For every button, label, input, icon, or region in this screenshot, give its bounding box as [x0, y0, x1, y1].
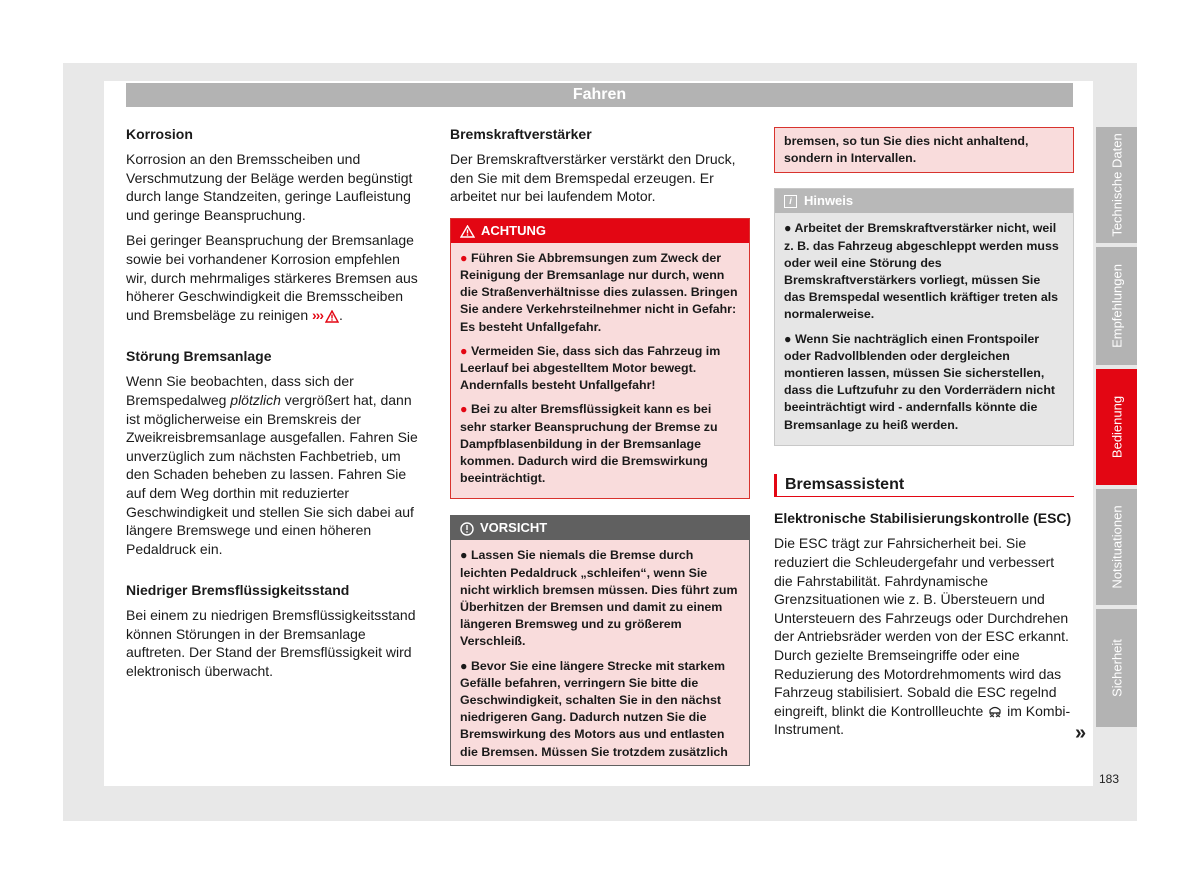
page-number: 183	[1099, 772, 1120, 786]
list-item: ● Bevor Sie eine längere Strecke mit starkem Gefälle befahren, verringern Sie bitte die Geschwindigkeit, schalten Sie in den nächst niedrigeren Gang. Dadurch nutzen Sie die Bremswirkung des Motors aus und entlasten die Bremsen. Müssen Sie trotzdem zusätzlich	[460, 658, 728, 759]
chapter-title: Fahren	[126, 83, 1073, 107]
vorsicht-continuation: bremsen, so tun Sie dies nicht anhaltend, sondern in Intervallen.	[774, 127, 1074, 173]
info-circle-icon	[460, 522, 474, 536]
tab-notsituationen[interactable]	[1096, 489, 1137, 605]
list-item: ● Wenn Sie nachträglich einen Frontspoiler oder Radvollblenden oder dergleichen montieren lassen, müssen Sie sicherstellen, dass die Luftzufuhr zu den Vorderrädern nicht beeinträchtigt wird - andernfalls könnte die Bremsanlage zu heiß werden.	[784, 331, 1056, 432]
list-item-text: Arbeitet der Bremskraftverstärker nicht, weil z. B. das Fahrzeug abgeschleppt werden muss oder weil eine Störung des Bremskraftverstärkers vorliegt, müssen Sie das Bremspedal wesentlich kräftiger treten als normalerweise.	[784, 221, 1059, 322]
emphasis-text: plötzlich	[230, 391, 281, 408]
warning-triangle-icon	[460, 225, 475, 238]
paragraph-text: Bei geringer Beanspruchung der Bremsanlage sowie bei vorhandener Korrosion empfehlen wir, durch mehrmaliges stärkeres Bremsen aus höherer Geschwindigkeit die Bremsscheiben und Bremsbeläge zu reinigen	[126, 232, 418, 323]
tab-label: Technische Daten	[1109, 133, 1124, 237]
list-item	[460, 401, 739, 487]
esc-warning-lamp-icon	[987, 704, 1003, 718]
list-item-text: Wenn Sie nachträglich einen Frontspoiler oder Radvollblenden oder dergleichen montieren lassen, müssen Sie sicherstellen, dass die Luftzufuhr zu den Vorderrädern nicht beeinträchtigt wird - andernfalls könnte die Bremsanlage zu heiß werden.	[784, 331, 1056, 432]
tab-label: Notsituationen	[1109, 505, 1124, 589]
hinweis-header	[775, 189, 1073, 213]
tab-label: Empfehlungen	[1109, 264, 1124, 348]
info-icon: i	[784, 195, 797, 208]
bullet-icon: ●	[460, 250, 468, 265]
list-item	[460, 250, 739, 336]
section-heading-bremsassistent: Bremsassistent	[774, 474, 1074, 498]
column-1	[126, 125, 422, 688]
bullet-icon: ●	[460, 402, 468, 417]
tab-label: Sicherheit	[1109, 639, 1124, 697]
paragraph: Bei geringer Beanspruchung der Bremsanlage sowie bei vorhandener Korrosion empfehlen wir, durch mehrmaliges stärkeres Bremsen aus höherer Geschwindigkeit die Bremsscheiben und Bremsbeläge zu reinigen ››› .	[126, 232, 418, 323]
warning-triangle-icon	[325, 310, 339, 323]
vorsicht-title: VORSICHT	[480, 520, 548, 536]
reference-arrows[interactable]: ›››	[312, 306, 324, 323]
vorsicht-body	[451, 540, 749, 764]
vorsicht-box	[450, 515, 750, 765]
list-item-text: Bevor Sie eine längere Strecke mit starkem Gefälle befahren, verringern Sie bitte die Geschwindigkeit, schalten Sie in den nächst niedrigeren Gang. Dadurch nutzen Sie die Bremswirkung des Motors aus und entlasten die Bremsen. Müssen Sie trotzdem zusätzlich	[460, 658, 728, 759]
list-item: ● Arbeitet der Bremskraftverstärker nicht, weil z. B. das Fahrzeug abgeschleppt werden muss oder weil eine Störung des Bremskraftverstärkers vorliegt, müssen Sie das Bremspedal wesentlich kräftiger treten als normalerweise.	[784, 221, 1059, 322]
paragraph	[774, 534, 1074, 739]
vorsicht-header	[451, 516, 749, 540]
hinweis-body	[775, 213, 1073, 444]
tab-label: Bedienung	[1109, 395, 1124, 459]
paragraph-text: Die ESC trägt zur Fahrsicherheit bei. Sie reduziert die Schleudergefahr und verbessert die Fahrstabilität. Fahrdynamische Grenzsituationen wie z. B. Übersteuern und Untersteuern des Fahrzeugs oder Durchdrehen der Antriebsräder werden von der ESC erkannt. Durch gezielte Bremseingriffe oder eine Reduzierung des Motordrehmoments wird das Fahrzeug stabilisiert. Sobald die ESC regelnd eingreift, blinkt die Kontrollleuchte	[774, 535, 1069, 719]
paragraph-text: im Kombi-Instrument.	[774, 702, 1071, 738]
tab-technische-daten[interactable]	[1096, 127, 1137, 243]
list-item-text: Lassen Sie niemals die Bremse durch leichten Pedaldruck „schleifen“, wenn Sie nicht wirklich bremsen müssen. Dies führt zum Überhitzen der Bremsen und damit zu einem längeren Bremsweg und zu größerem Verschleiß.	[460, 548, 738, 649]
heading-bremskraftverstaerker: Bremskraftverstärker	[450, 126, 592, 142]
paragraph: Korrosion an den Bremsscheiben und Verschmutzung der Beläge werden begünstigt durch lange Standzeiten, geringe Laufleistung und geringe Beanspruchung.	[126, 151, 413, 223]
heading-stoerung: Störung Bremsanlage	[126, 348, 272, 365]
paragraph-text: Wenn Sie beobachten, dass sich der Bremspedalweg	[126, 373, 354, 408]
column-2	[450, 125, 750, 766]
paragraph: Der Bremskraftverstärker verstärkt den Druck, den Sie mit dem Bremspedal erzeugen. Er arbeitet nur bei laufendem Motor.	[450, 151, 736, 205]
heading-korrosion: Korrosion	[126, 126, 193, 142]
list-item-text: Vermeiden Sie, dass sich das Fahrzeug im Leerlauf bei abgestelltem Motor bewegt. Andernfalls besteht Unfallgefahr!	[460, 343, 721, 393]
continue-icon: »	[1075, 722, 1087, 744]
heading-esc: Elektronische Stabilisierungskontrolle (ESC)	[774, 510, 1072, 527]
list-item-text: Führen Sie Abbremsungen zum Zweck der Reinigung der Bremsanlage nur durch, wenn die Straßenverhältnisse dies zulassen. Bringen Sie andere Verkehrsteilnehmer nicht in Gefahr: Es besteht Unfallgefahr.	[460, 250, 738, 334]
achtung-title: ACHTUNG	[481, 222, 546, 238]
hinweis-box	[774, 188, 1074, 445]
heading-niedriger: Niedriger Bremsflüssigkeitsstand	[126, 582, 350, 599]
paragraph: Bei einem zu niedrigen Bremsflüssigkeitsstand können Störungen in der Bremsanlage auftreten. Der Stand der Bremsflüssigkeit wird elektronisch überwacht.	[126, 607, 416, 680]
list-item: ● Lassen Sie niemals die Bremse durch leichten Pedaldruck „schleifen“, wenn Sie nicht wirklich bremsen müssen. Dies führt zum Überhitzen der Bremsen und damit zu einem längeren Bremsweg und zu größerem Verschleiß.	[460, 548, 738, 649]
achtung-header	[451, 219, 749, 243]
tab-empfehlungen[interactable]	[1096, 247, 1137, 365]
tab-bedienung[interactable]	[1096, 369, 1137, 485]
tab-sicherheit[interactable]	[1096, 609, 1137, 727]
paragraph	[126, 372, 422, 558]
achtung-body	[451, 243, 749, 499]
achtung-box	[450, 218, 750, 500]
column-3	[774, 127, 1074, 746]
list-item-text: Bei zu alter Bremsflüssigkeit kann es bei sehr starker Beanspruchung der Bremse zu Dampfblasenbildung in der Bremsanlage kommen. Dadurch wird die Bremswirkung beeinträchtigt.	[460, 402, 718, 486]
paragraph-text: vergrößert hat, dann ist möglicherweise ein Bremskreis der Zweikreisbremsanlage ausgefallen. Fahren Sie unverzüglich zum nächsten Fachbetrieb, um den Schaden beheben zu lassen. Fahren Sie auf dem Weg dorthin mit reduzierter Geschwindigkeit und stellen Sie sich dabei auf längere Bremswege und einen höheren Pedaldruck ein.	[126, 391, 418, 557]
bullet-icon: ●	[460, 343, 468, 358]
list-item	[460, 343, 739, 395]
hinweis-title: Hinweis	[804, 193, 854, 209]
